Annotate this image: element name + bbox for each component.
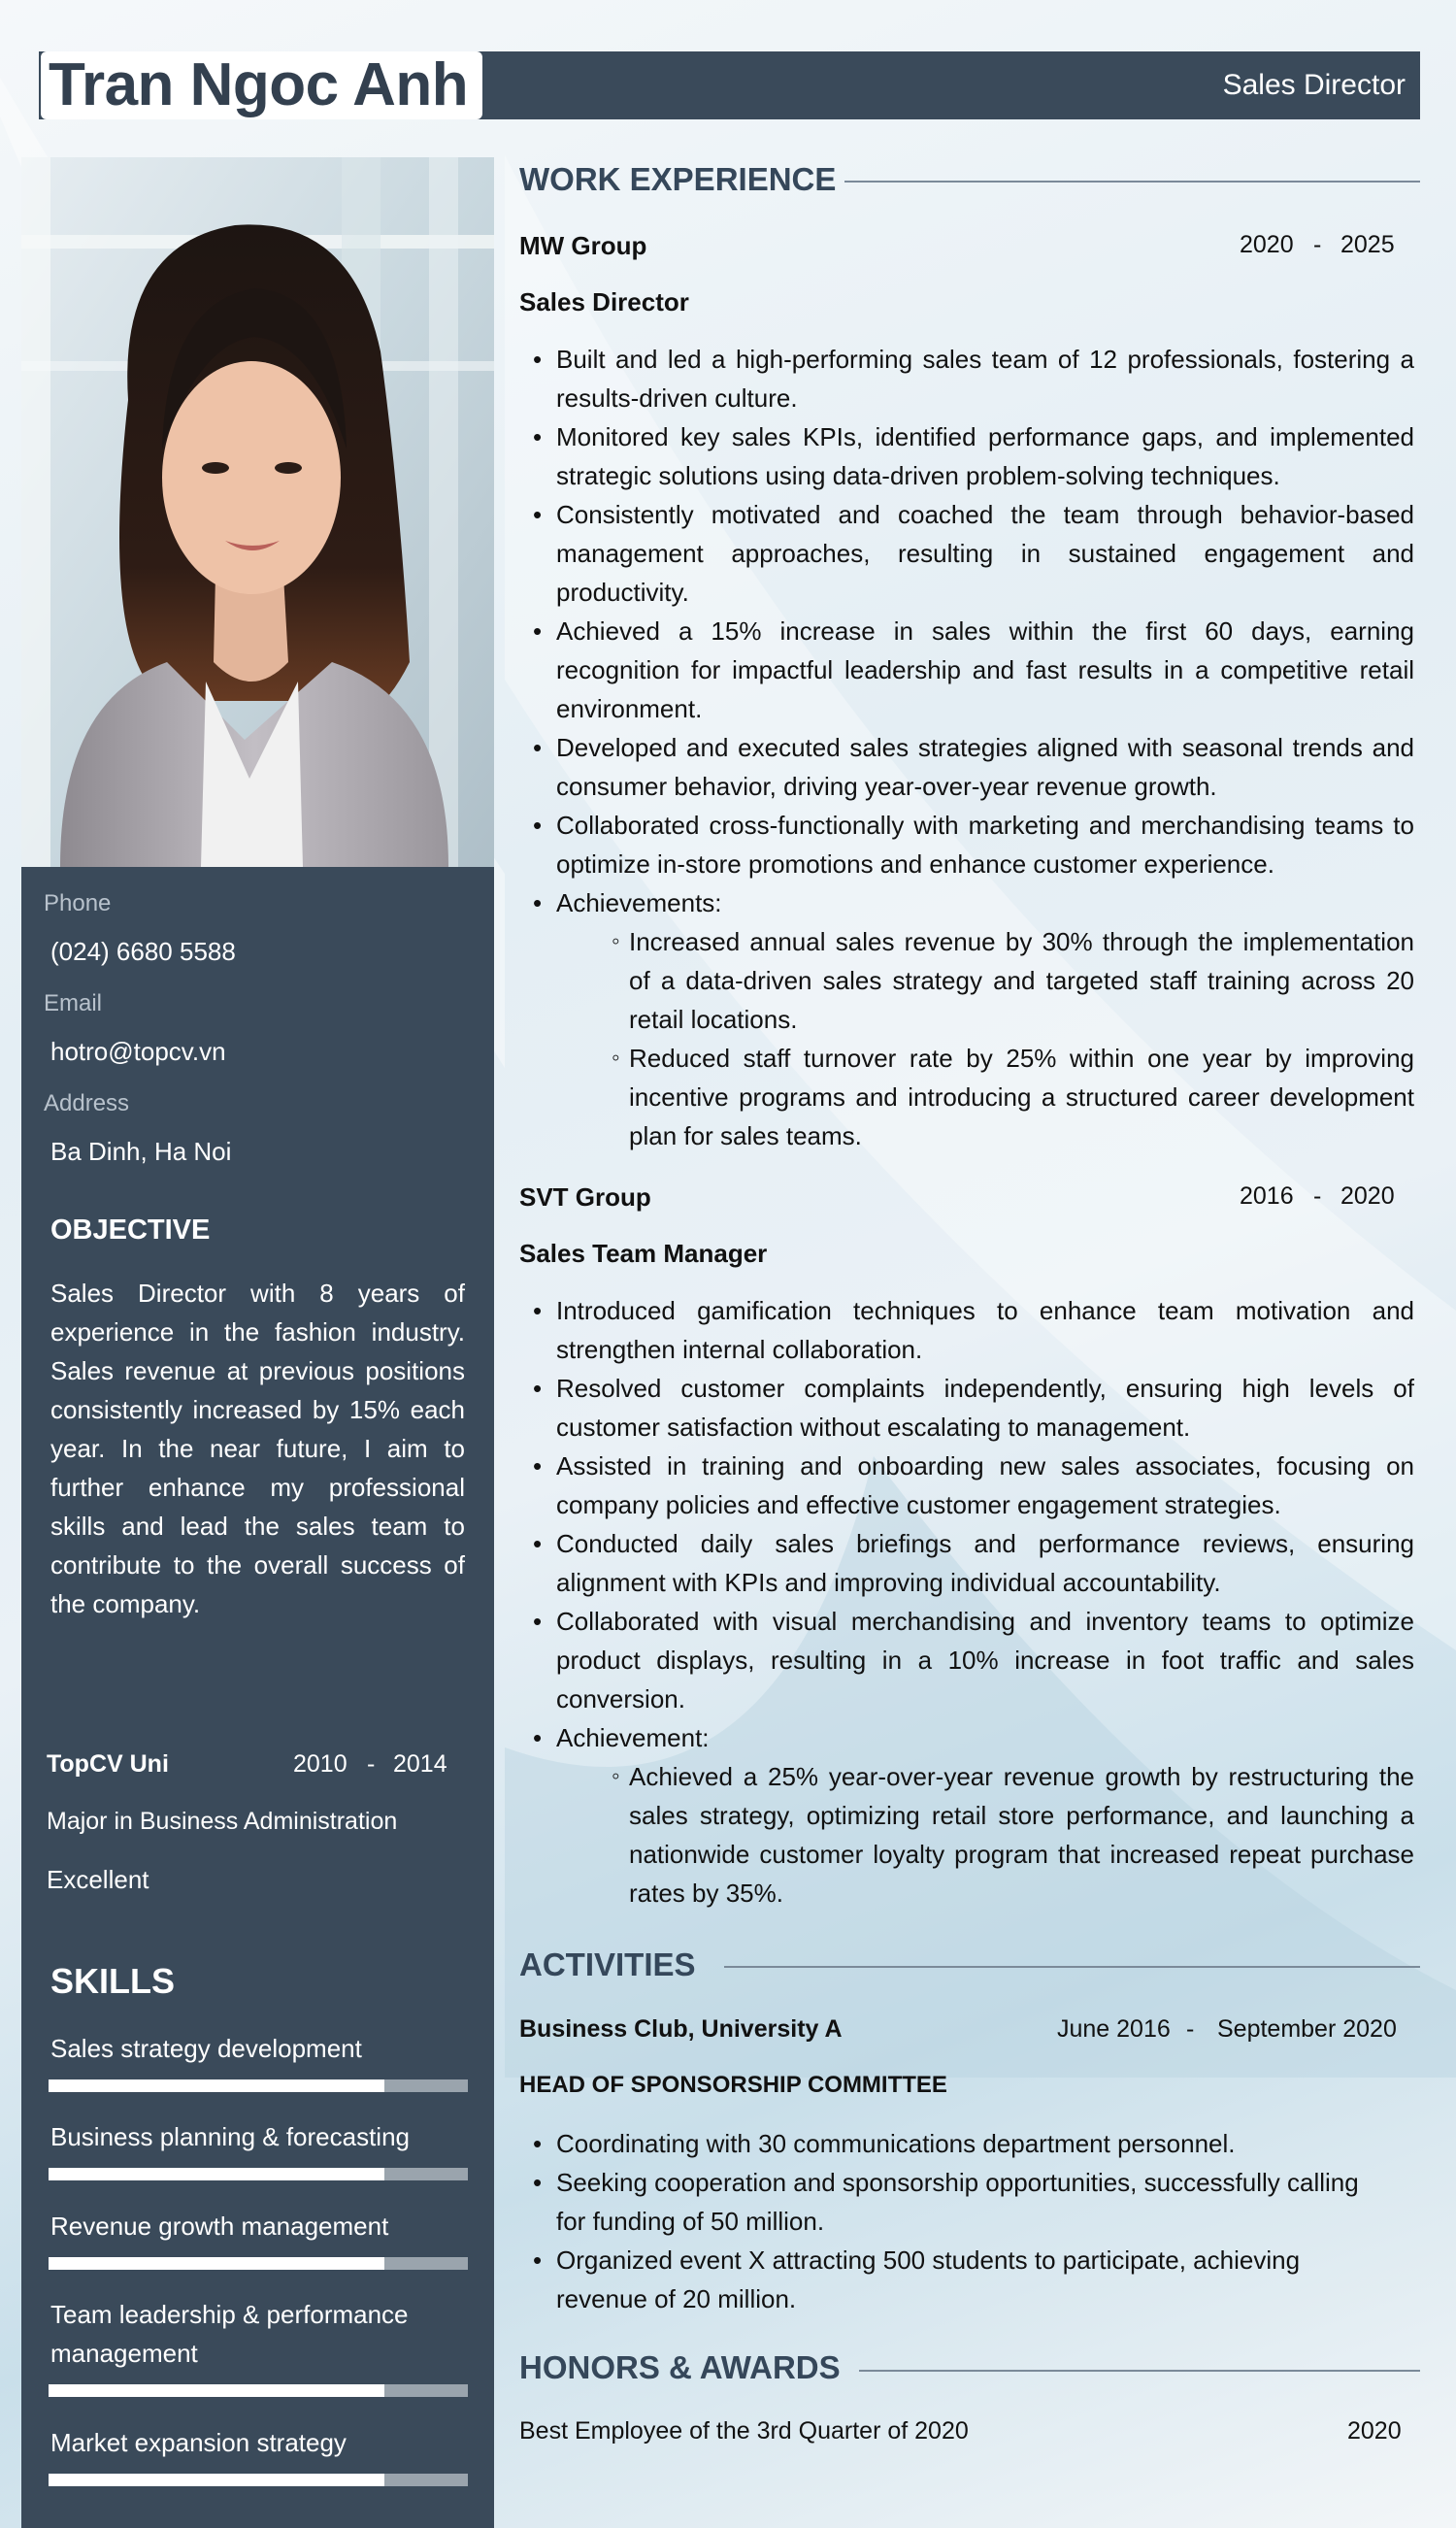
achievement-label: Achievement: xyxy=(556,1723,710,1752)
candidate-name: Tran Ngoc Anh xyxy=(49,51,469,118)
job-start: 2020 xyxy=(1240,231,1294,258)
list-item: • Conducted daily sales briefings and performance reviews, ensuring alignment with KPIs and improving individual accountability. xyxy=(519,1524,1414,1602)
job-title: Sales Director xyxy=(1222,69,1406,101)
list-item: • Developed and executed sales strategies aligned with seasonal trends and consumer behavior, driving year-over-year revenue growth. xyxy=(519,728,1414,806)
list-item: • Collaborated cross-functionally with marketing and merchandising teams to optimize in-store promotions and enhance customer experience. xyxy=(519,806,1414,883)
objective-text: Sales Director with 8 years of experience in the fashion industry. Sales revenue at previous positions consistently increased by 15% each year. In the near future, I aim to further enhance my professional skills and lead the sales team to contribute to the overall success of the company. xyxy=(50,1279,465,1618)
activity-date-separator: - xyxy=(1186,2015,1195,2043)
list-item: • Built and led a high-performing sales team of 12 professionals, fostering a results-driven culture. xyxy=(519,340,1414,417)
address-value: Ba Dinh, Ha Noi xyxy=(50,1137,232,1166)
list-item: • Introduced gamification techniques to enhance team motivation and strengthen internal collaboration. xyxy=(519,1291,1414,1369)
list-item: • Monitored key sales KPIs, identified performance gaps, and implemented strategic solutions using data-driven problem-solving techniques. xyxy=(519,417,1414,495)
skill-name: Sales strategy development xyxy=(50,2034,362,2063)
list-item: • Collaborated with visual merchandising and inventory teams to optimize product displays, resulting in a 10% increase in foot traffic and sales conversion. xyxy=(519,1602,1414,1718)
awards-heading: HONORS & AWARDS xyxy=(519,2349,841,2385)
award-year: 2020 xyxy=(1347,2417,1402,2445)
list-item: • Seeking cooperation and sponsorship opportunities, successfully calling for funding of 50 million. xyxy=(519,2163,1393,2241)
phone-value: (024) 6680 5588 xyxy=(50,937,236,966)
job-role: Sales Team Manager xyxy=(519,1239,768,1268)
address-label: Address xyxy=(44,1090,130,1116)
award-title: Best Employee of the 3rd Quarter of 2020 xyxy=(519,2417,969,2445)
company-name: MW Group xyxy=(519,231,647,260)
company-name: SVT Group xyxy=(519,1182,651,1212)
list-item-achievements xyxy=(519,883,1414,1155)
activity-start: June 2016 xyxy=(1057,2015,1171,2043)
activity-end: September 2020 xyxy=(1217,2015,1397,2043)
achievement-sub-list xyxy=(593,1757,1414,1913)
job-date-separator: - xyxy=(1313,1182,1322,1210)
education-major: Major in Business Administration xyxy=(47,1808,398,1835)
sub-list-item: ◦ Increased annual sales revenue by 30% through the implementation of a data-driven sales strategy and targeted staff training across 20 retail locations. xyxy=(593,922,1414,1039)
skills-heading: SKILLS xyxy=(50,1961,176,2001)
skill-bar xyxy=(49,2168,468,2180)
section-divider xyxy=(844,181,1420,183)
skill-bar xyxy=(49,2474,468,2486)
skill-fill xyxy=(49,2384,384,2397)
list-item-achievement xyxy=(519,1718,1414,1913)
education-end: 2014 xyxy=(393,1750,447,1778)
skill-name: Team leadership & performance management xyxy=(50,2300,409,2368)
education-start: 2010 xyxy=(293,1750,347,1778)
skill-name: Market expansion strategy xyxy=(50,2428,347,2457)
sub-list-item: ◦ Achieved a 25% year-over-year revenue growth by restructuring the sales strategy, optimizing retail store performance, and launching a nationwide customer loyalty program that increased repeat purchase rates by 35%. xyxy=(593,1757,1414,1913)
section-divider xyxy=(724,1966,1420,1968)
list-item: • Coordinating with 30 communications department personnel. xyxy=(519,2124,1393,2163)
skill-bar xyxy=(49,2079,468,2092)
education-grade: Excellent xyxy=(47,1865,149,1894)
achievement-sub-list xyxy=(593,922,1414,1155)
list-item: • Resolved customer complaints independently, ensuring high levels of customer satisfaction without escalating to management. xyxy=(519,1369,1414,1447)
list-item: • Achieved a 15% increase in sales within the first 60 days, earning recognition for impactful leadership and fast results in a competitive retail environment. xyxy=(519,612,1414,728)
education-separator: - xyxy=(367,1750,376,1778)
activity-organization: Business Club, University A xyxy=(519,2015,843,2043)
section-divider xyxy=(859,2370,1420,2372)
work-experience-heading: WORK EXPERIENCE xyxy=(519,161,837,197)
skill-fill xyxy=(49,2257,384,2270)
skill-bar xyxy=(49,2257,468,2270)
activities-heading: ACTIVITIES xyxy=(519,1946,696,1982)
email-value: hotro@topcv.vn xyxy=(50,1037,226,1066)
list-item: • Consistently motivated and coached the team through behavior-based management approaches, resulting in sustained engagement and productivity. xyxy=(519,495,1414,612)
list-item: • Organized event X attracting 500 students to participate, achieving revenue of 20 million. xyxy=(519,2241,1393,2318)
job-start: 2016 xyxy=(1240,1182,1294,1210)
phone-label: Phone xyxy=(44,890,112,916)
job-role: Sales Director xyxy=(519,287,689,316)
profile-photo xyxy=(21,157,494,867)
skill-bar xyxy=(49,2384,468,2397)
job-end: 2020 xyxy=(1340,1182,1395,1210)
skill-fill xyxy=(49,2474,384,2486)
objective-heading: OBJECTIVE xyxy=(50,1214,211,1246)
name-box xyxy=(41,51,482,119)
skill-fill xyxy=(49,2079,384,2092)
activity-bullets xyxy=(519,2124,1393,2318)
skill-name: Revenue growth management xyxy=(50,2212,389,2241)
achievements-label: Achievements: xyxy=(556,888,722,917)
list-item: • Assisted in training and onboarding new sales associates, focusing on company policies and effective customer engagement strategies. xyxy=(519,1447,1414,1524)
job-date-separator: - xyxy=(1313,231,1322,258)
skill-name: Business planning & forecasting xyxy=(50,2122,411,2151)
sub-list-item: ◦ Reduced staff turnover rate by 25% within one year by improving incentive programs and introducing a structured career development plan for sales teams. xyxy=(593,1039,1414,1155)
activity-role: HEAD OF SPONSORSHIP COMMITTEE xyxy=(519,2072,947,2098)
email-label: Email xyxy=(44,990,103,1016)
education-school: TopCV Uni xyxy=(47,1750,169,1778)
job-end: 2025 xyxy=(1340,231,1395,258)
job-bullets xyxy=(519,340,1414,1155)
skill-fill xyxy=(49,2168,384,2180)
job-bullets xyxy=(519,1291,1414,1913)
